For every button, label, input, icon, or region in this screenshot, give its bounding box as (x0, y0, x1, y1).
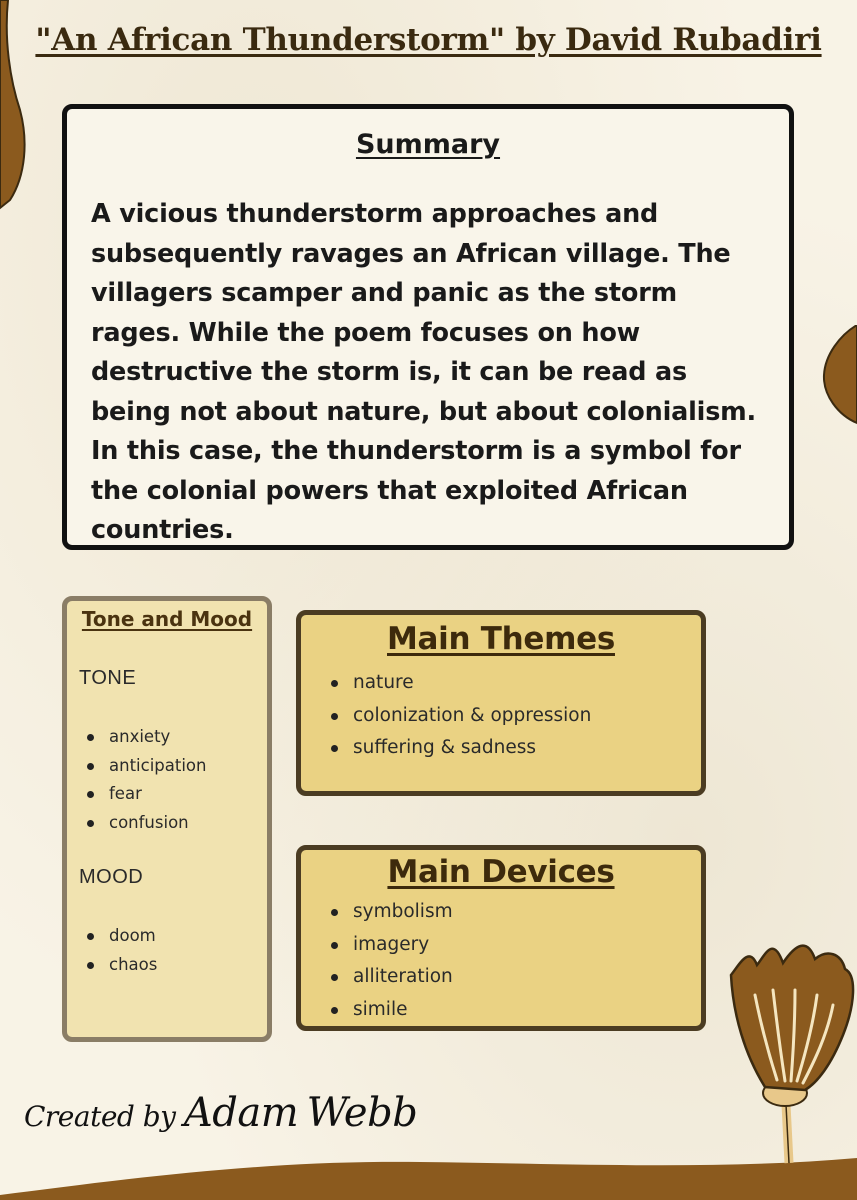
themes-list (323, 667, 591, 765)
mood-list (79, 922, 157, 979)
list-item: suffering & sadness (323, 732, 591, 765)
devices-list (323, 896, 453, 1026)
list-item: anticipation (79, 752, 206, 781)
list-item: chaos (79, 951, 157, 980)
creator-signature (24, 1090, 417, 1136)
list-item: alliteration (323, 961, 453, 994)
signature-last-name: Webb (306, 1090, 418, 1136)
tone-label: TONE (79, 667, 137, 689)
summary-heading: Summary (355, 129, 501, 160)
list-item: fear (79, 780, 206, 809)
signature-prefix: Created by (24, 1100, 176, 1133)
tone-list (79, 723, 206, 837)
themes-card (296, 610, 706, 796)
list-item: anxiety (79, 723, 206, 752)
list-item: imagery (323, 929, 453, 962)
summary-text: A vicious thunderstorm approaches and subsequently ravages an African village. The villagers scamper and panic as the storm rages. While the poem focuses on how destructive the storm is, it can be read as being not about nature, but about colonialism. In this case, the thunderstorm is a symbol for the colonial powers that exploited African countries. (91, 199, 757, 545)
list-item: nature (323, 667, 591, 700)
list-item: symbolism (323, 896, 453, 929)
tone-mood-heading: Tone and Mood (81, 607, 253, 631)
mood-label: MOOD (79, 866, 144, 888)
right-brown-blob (820, 325, 857, 425)
list-item: confusion (79, 809, 206, 838)
devices-card (296, 845, 706, 1031)
list-item: doom (79, 922, 157, 951)
list-item: colonization & oppression (323, 700, 591, 733)
signature-first-name: Adam (183, 1090, 299, 1136)
tone-mood-card (62, 596, 272, 1042)
flower-illustration (725, 935, 857, 1165)
list-item: simile (323, 994, 453, 1027)
themes-heading: Main Themes (387, 621, 615, 657)
summary-card (62, 104, 794, 550)
page-title: "An African Thunderstorm" by David Rubadiri (35, 22, 822, 58)
devices-heading: Main Devices (387, 854, 615, 890)
